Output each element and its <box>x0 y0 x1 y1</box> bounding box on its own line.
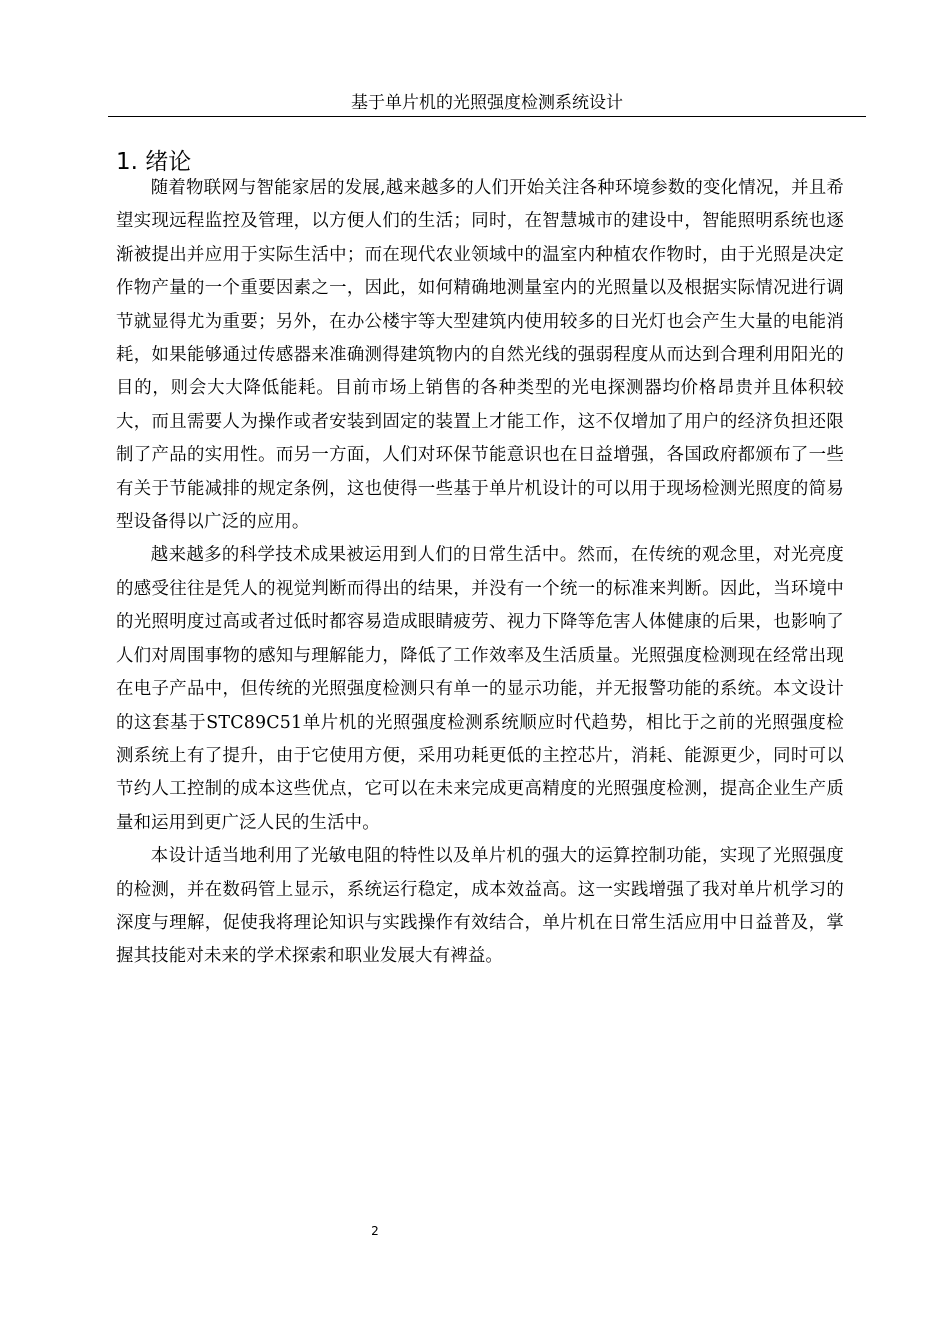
page-number: 2 <box>371 1224 379 1238</box>
section-heading: 1. 绪论 <box>116 149 192 175</box>
paragraph-1: 随着物联网与智能家居的发展,越来越多的人们开始关注各种环境参数的变化情况，并且希望实现远程监控及管理，以方便人们的生活；同时，在智慧城市的建设中，智能照明系统也逐渐被提出并应用于实际生活中；而在现代农业领域中的温室内种植农作物时，由于光照是决定作物产量的一个重要因素之一，因此，如何精确地测量室内的光照量以及根据实际情况进行调节就显得尤为重要；另外，在办公楼宇等大型建筑内使用较多的日光灯也会产生大量的电能消耗，如果能够通过传感器来准确测得建筑物内的自然光线的强弱程度从而达到合理利用阳光的目的，则会大大降低能耗。目前市场上销售的各种类型的光电探测器均价格昂贵并且体积较大，而且需要人为操作或者安装到固定的装置上才能工作，这不仅增加了用户的经济负担还限制了产品的实用性。而另一方面，人们对环保节能意识也在日益增强，各国政府都颁布了一些有关于节能减排的规定条例，这也使得一些基于单片机设计的可以用于现场检测光照度的简易型设备得以广泛的应用。 <box>116 178 844 533</box>
paragraph-2: 越来越多的科学技术成果被运用到人们的日常生活中。然而，在传统的观念里，对光亮度的感受往往是凭人的视觉判断而得出的结果，并没有一个统一的标准来判断。因此，当环境中的光照明度过高或者过低时都容易造成眼睛疲劳、视力下降等危害人体健康的后果，也影响了人们对周围事物的感知与理解能力，降低了工作效率及生活质量。光照强度检测现在经常出现在电子产品中，但传统的光照强度检测只有单一的显示功能，并无报警功能的系统。本文设计的这套基于STC89C51单片机的光照强度检测系统顺应时代趋势，相比于之前的光照强度检测系统上有了提升，由于它使用方便，采用功耗更低的主控芯片，消耗、能源更少，同时可以节约人工控制的成本这些优点，它可以在未来完成更高精度的光照强度检测，提高企业生产质量和运用到更广泛人民的生活中。 <box>116 545 844 833</box>
body-text <box>116 172 844 974</box>
running-header <box>108 92 866 117</box>
header-title: 基于单片机的光照强度检测系统设计 <box>351 93 623 113</box>
paragraph-3: 本设计适当地利用了光敏电阻的特性以及单片机的强大的运算控制功能，实现了光照强度的检测，并在数码管上显示，系统运行稳定，成本效益高。这一实践增强了我对单片机学习的深度与理解，促使我将理论知识与实践操作有效结合，单片机在日常生活应用中日益普及，掌握其技能对未来的学术探索和职业发展大有裨益。 <box>116 846 844 967</box>
